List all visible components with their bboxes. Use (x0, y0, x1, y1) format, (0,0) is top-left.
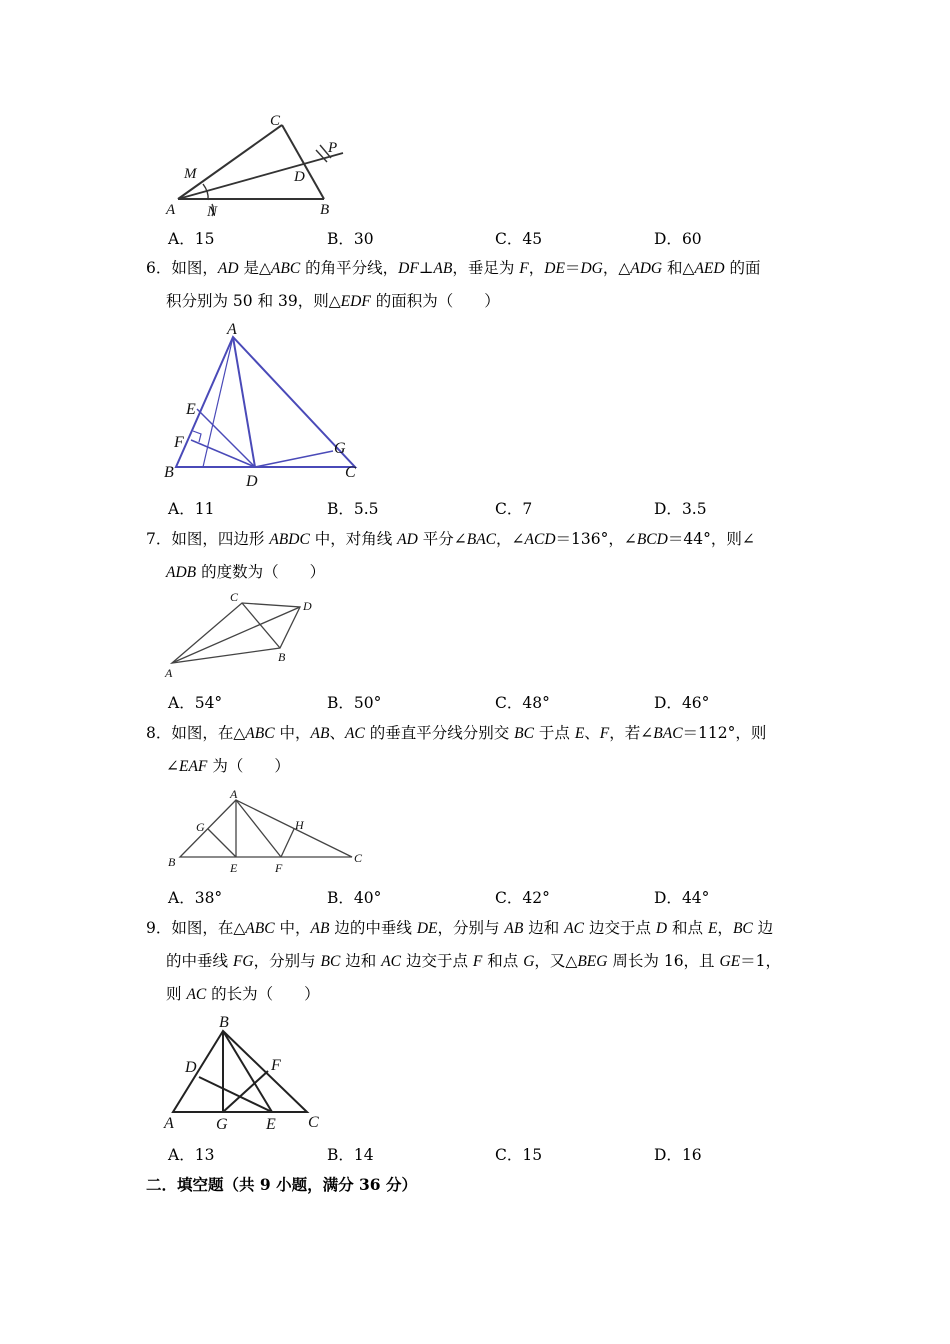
text-run: 边和 (523, 919, 565, 937)
q7-line-2 (146, 556, 826, 589)
q9-options (168, 1143, 868, 1165)
q7-options (168, 691, 868, 713)
text-run: 为（ ） (207, 757, 290, 775)
math-var: EAF (179, 758, 208, 775)
text-run: 的垂直平分线分别交 (364, 724, 515, 742)
q5-option-c[interactable]: C．45 (495, 230, 543, 248)
math-var: G (523, 953, 535, 970)
q8-figure (160, 786, 375, 881)
q6-stem (146, 252, 826, 318)
q6-option-c[interactable]: C．7 (495, 500, 533, 518)
text-run: 平分∠ (417, 530, 467, 548)
q5-label-D: D (294, 169, 305, 185)
q6-option-b[interactable]: B．5.5 (327, 500, 379, 518)
text-run: 于点 (533, 724, 575, 742)
q8-options (168, 886, 868, 908)
q8-option-a[interactable]: A．38° (168, 889, 223, 907)
q9-stem (146, 912, 826, 1011)
q7-stem (146, 523, 826, 589)
text-run: ，垂足为 (452, 259, 520, 277)
text-run: 边交于点 (401, 952, 473, 970)
text-run: 边 (752, 919, 774, 937)
q6-label-F: F (174, 434, 184, 451)
q8-label-F: F (275, 861, 283, 875)
q9-label-A: A (164, 1115, 174, 1132)
text-run: 边交于点 (584, 919, 656, 937)
q6-label-G: G (334, 440, 346, 457)
text-run: ，若∠ (609, 724, 654, 742)
q7-label-C: C (230, 590, 239, 604)
text-run: 和点 (482, 952, 524, 970)
q6-figure (160, 318, 370, 493)
text-run: 的长为（ ） (206, 985, 320, 1003)
math-var: GE (719, 953, 741, 970)
q6-label-D: D (246, 473, 258, 490)
q5-label-B: B (320, 202, 330, 218)
text-run: 积分别为 50 和 39，则△ (166, 292, 341, 310)
text-run: 是△ (238, 259, 271, 277)
math-var: DE (544, 260, 565, 277)
q8-label-E: E (230, 861, 238, 875)
q7-label-B: B (278, 650, 286, 664)
q7-figure (160, 588, 330, 683)
q8-label-C: C (354, 851, 363, 865)
math-var: F (519, 260, 529, 277)
q5-option-a[interactable]: A．15 (168, 230, 215, 248)
math-var: BC (732, 920, 753, 937)
q9-label-E: E (266, 1116, 276, 1133)
q8-option-d[interactable]: D．44° (654, 889, 710, 907)
text-run: 的角平分线， (300, 259, 399, 277)
q9-label-D: D (185, 1059, 197, 1076)
text-run: ，分别与 (437, 919, 505, 937)
q5-label-P: P (328, 140, 338, 156)
q6-line-2 (146, 285, 826, 318)
math-var: FG (232, 953, 254, 970)
math-var: ABC (270, 260, 301, 277)
text-run: 如图，在△ (171, 724, 246, 742)
q6-option-a[interactable]: A．11 (168, 500, 215, 518)
text-run: ＝ (564, 259, 581, 277)
q6-label-B: B (164, 464, 174, 481)
q9-option-b[interactable]: B．14 (327, 1146, 374, 1164)
q9-option-a[interactable]: A．13 (168, 1146, 215, 1164)
q9-label-C: C (308, 1114, 319, 1131)
text-run: 的中垂线 (166, 952, 233, 970)
math-var: DG (580, 260, 603, 277)
math-var: ABC (245, 725, 275, 742)
q7-label-A: A (165, 666, 173, 680)
q8-label-A: A (230, 787, 238, 801)
math-var: AED (694, 260, 725, 277)
math-var: AB (504, 920, 524, 937)
text-run: 的度数为（ ） (196, 563, 326, 581)
math-var: EDF (340, 293, 371, 310)
q9-line-2 (146, 945, 826, 978)
q9-label-F: F (271, 1057, 281, 1074)
math-var: ADB (166, 564, 197, 581)
math-var: E (574, 725, 585, 742)
text-run: ，又△ (534, 952, 578, 970)
math-var: BC (514, 725, 534, 742)
math-var: AD (217, 260, 239, 277)
text-run: ，△ (602, 259, 631, 277)
q9-figure (160, 1010, 335, 1135)
text-run: 、 (329, 724, 345, 742)
text-run: 的面积为（ ） (370, 292, 500, 310)
q9-line-1: 9．如图，在△ABC 中，AB 边的中垂线 DE，分别与 AB 边和 AC 边交于点 D 和点 E，BC 边 (146, 919, 774, 937)
q6-label-E: E (186, 401, 196, 418)
text-run: 则 (166, 985, 187, 1003)
q6-label-C: C (345, 464, 356, 481)
q5-option-b[interactable]: B．30 (327, 230, 374, 248)
math-var: AB (310, 920, 330, 937)
text-run: ＝1， (740, 952, 782, 970)
text-run: 周长为 16，且 (607, 952, 720, 970)
text-run: 边的中垂线 (329, 919, 417, 937)
q5-label-N: N (207, 204, 218, 220)
q8-label-H: H (295, 818, 304, 832)
text-run: 和点 (667, 919, 708, 937)
text-run: ＝136°，∠ (555, 530, 637, 548)
q9-label-B: B (219, 1014, 229, 1031)
math-var: AB (433, 260, 453, 277)
q7-line-1: 7．如图，四边形 ABDC 中，对角线 AD 平分∠BAC，∠ACD＝136°，∠BCD＝44°，则∠ (146, 530, 755, 548)
math-var: AC (381, 953, 402, 970)
text-run: 和△ (662, 259, 695, 277)
math-var: BAC (653, 725, 683, 742)
q5-option-d[interactable]: D．60 (654, 230, 702, 248)
text-run: ＝44°，则∠ (667, 530, 755, 548)
math-var: BCD (636, 531, 668, 548)
q7-option-b[interactable]: B．50° (327, 694, 382, 712)
q9-option-d[interactable]: D．16 (654, 1146, 702, 1164)
text-run: 边和 (340, 952, 382, 970)
math-var: DE (416, 920, 438, 937)
text-run: 如图，在△ (171, 919, 246, 937)
q7-label-D: D (303, 599, 312, 613)
math-var: AC (186, 986, 207, 1003)
q9-line-3 (146, 978, 826, 1011)
q8-line-1: 8．如图，在△ABC 中，AB、AC 的垂直平分线分别交 BC 于点 E、F，若∠BAC＝112°，则 (146, 724, 767, 742)
section-2-heading: 二．填空题（共 9 小题，满分 36 分） (146, 1175, 417, 1194)
q8-option-b[interactable]: B．40° (327, 889, 382, 907)
math-var: BAC (466, 531, 497, 548)
math-var: F (599, 725, 610, 742)
text-run: 、 (584, 724, 600, 742)
math-var: ACD (524, 531, 556, 548)
text-run: ⊥ (418, 259, 434, 277)
q5-figure (160, 108, 360, 220)
text-run: 如图， (171, 259, 218, 277)
math-var: ABDC (269, 531, 310, 548)
q6-options (168, 497, 868, 519)
text-run: ∠ (166, 757, 179, 775)
q8-stem (146, 717, 826, 783)
q8-label-G: G (196, 820, 205, 834)
text-run: ， (528, 259, 545, 277)
math-var: F (472, 953, 483, 970)
q5-options (168, 227, 868, 249)
q7-option-d[interactable]: D．46° (654, 694, 710, 712)
text-run: 中， (274, 724, 311, 742)
q8-option-c[interactable]: C．42° (495, 889, 550, 907)
q7-option-c[interactable]: C．48° (495, 694, 550, 712)
q9-option-c[interactable]: C．15 (495, 1146, 543, 1164)
text-run: ， (717, 919, 733, 937)
text-run: ，∠ (496, 530, 525, 548)
math-var: AC (564, 920, 585, 937)
q5-label-M: M (184, 166, 197, 182)
q6-label-A: A (227, 321, 237, 338)
math-var: BC (320, 953, 341, 970)
math-var: DF (398, 260, 419, 277)
math-var: D (655, 920, 668, 937)
text-run: 如图，四边形 (171, 530, 270, 548)
text-run: 中， (274, 919, 311, 937)
text-run: ＝112°，则 (682, 724, 767, 742)
text-run: 的面 (724, 259, 761, 277)
text-run: 中，对角线 (309, 530, 398, 548)
math-var: BEG (577, 953, 608, 970)
math-var: AC (344, 725, 365, 742)
math-var: E (707, 920, 718, 937)
q5-label-A: A (166, 202, 176, 218)
math-var: AD (397, 531, 418, 548)
math-var: ABC (245, 920, 275, 937)
q6-line-1: 6．如图，AD 是△ABC 的角平分线，DF⊥AB，垂足为 F，DE＝DG，△ADG 和△AED 的面 (146, 259, 761, 277)
q7-option-a[interactable]: A．54° (168, 694, 223, 712)
text-run: ，分别与 (253, 952, 321, 970)
q9-label-G: G (216, 1116, 228, 1133)
math-var: ADG (630, 260, 663, 277)
q8-label-B: B (168, 855, 176, 869)
q8-line-2 (146, 750, 826, 783)
math-var: AB (310, 725, 330, 742)
q5-label-C: C (270, 113, 281, 129)
q6-option-d[interactable]: D．3.5 (654, 500, 707, 518)
